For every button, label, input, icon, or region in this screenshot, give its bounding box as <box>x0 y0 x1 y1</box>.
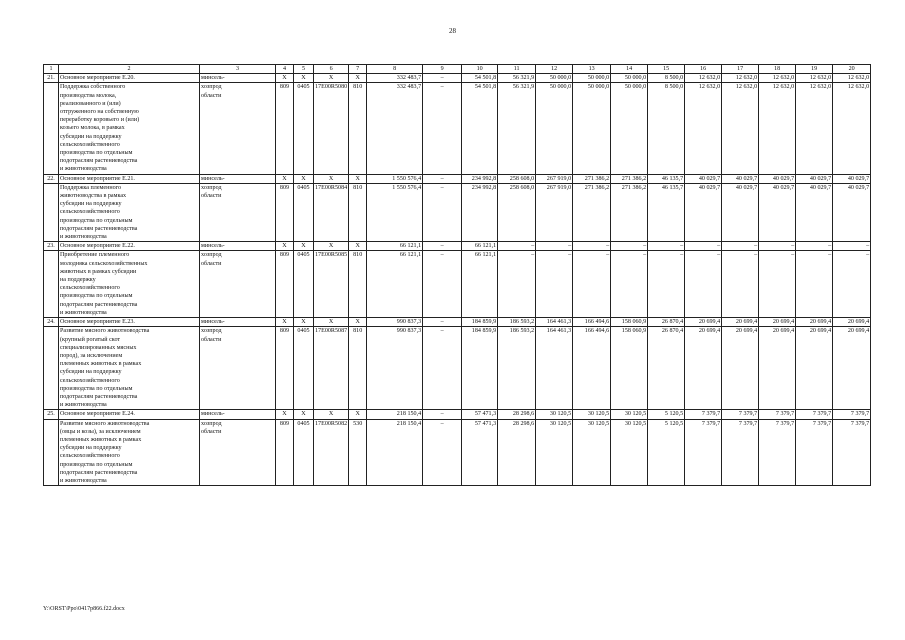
description-line: сельскохозяйственного <box>60 453 120 460</box>
code-line-cell: 17Е00R5082 <box>314 419 349 486</box>
x-line-cell: 57 471,3 <box>462 410 498 419</box>
column-number-16: 16 <box>685 65 722 74</box>
measure-row-x-line <box>44 318 871 327</box>
executor-line: области <box>201 92 222 99</box>
code-line-cell: 46 135,7 <box>648 183 685 241</box>
x-line-cell: X <box>294 410 314 419</box>
code-line-cell: – <box>722 251 759 318</box>
measure-title: Основное мероприятие Е.23. <box>59 318 200 327</box>
description-line: подотраслям растениеводства <box>60 393 138 400</box>
description-line: подотраслям растениеводства <box>60 158 138 165</box>
column-number-7: 7 <box>349 65 367 74</box>
description-line: племенных животных в рамках <box>60 436 142 443</box>
code-line-cell: 12 632,0 <box>759 83 796 174</box>
code-line-cell: 234 992,8 <box>462 183 498 241</box>
measure-row-x-line <box>44 74 871 83</box>
x-line-cell: 7 379,7 <box>796 410 833 419</box>
x-line-cell: 40 029,7 <box>759 174 796 183</box>
x-line-cell: 234 992,8 <box>462 174 498 183</box>
description-line: и животноводства <box>60 234 107 241</box>
code-line-cell: 20 699,4 <box>796 327 833 410</box>
executor-line-1: минсель- <box>200 410 276 419</box>
column-number-11: 11 <box>498 65 536 74</box>
x-line-cell: 40 029,7 <box>833 174 871 183</box>
description-line: (крупный рогатый скот <box>60 336 121 343</box>
description-line: субсидии на поддержку <box>60 201 122 208</box>
description-line: и животноводства <box>60 309 107 316</box>
executor-line: области <box>201 336 222 343</box>
x-line-cell: 7 379,7 <box>685 410 722 419</box>
x-line-cell: 7 379,7 <box>759 410 796 419</box>
description-line: производства по отдельным <box>60 150 133 157</box>
code-line-cell: 30 120,5 <box>573 419 611 486</box>
code-line-cell: 12 632,0 <box>833 83 871 174</box>
measure-row-code-line <box>44 183 871 241</box>
description-line: отгруженного на собственную <box>60 109 139 116</box>
measure-description <box>59 251 200 318</box>
code-line-cell: 184 859,9 <box>462 327 498 410</box>
code-line-cell: 258 608,0 <box>498 183 536 241</box>
x-line-cell: 271 386,2 <box>573 174 611 183</box>
x-line-cell: 20 699,4 <box>833 318 871 327</box>
code-line-cell: – <box>833 251 871 318</box>
description-line: Развитие мясного животноводства <box>60 420 150 427</box>
measure-title: Основное мероприятие Е.21. <box>59 174 200 183</box>
executor-line-1: минсель- <box>200 174 276 183</box>
code-line-cell: 332 483,7 <box>367 83 423 174</box>
x-line-cell: 7 379,7 <box>722 410 759 419</box>
description-line: молодняка сельскохозяйственных <box>60 260 148 267</box>
executor-line: хозпрод <box>201 84 222 91</box>
x-line-cell: 30 120,5 <box>573 410 611 419</box>
measure-row-code-line <box>44 251 871 318</box>
code-line-cell: 30 120,5 <box>536 419 573 486</box>
x-line-cell: – <box>833 242 871 251</box>
x-line-cell: 50 000,0 <box>536 74 573 83</box>
description-line: животных в рамках субсидии <box>60 268 137 275</box>
x-line-cell: 12 632,0 <box>759 74 796 83</box>
row-number-blank <box>44 419 59 486</box>
code-line-cell: 186 593,2 <box>498 327 536 410</box>
measure-row-x-line <box>44 410 871 419</box>
executor <box>200 251 276 318</box>
x-line-cell: 166 494,6 <box>573 318 611 327</box>
column-number-19: 19 <box>796 65 833 74</box>
x-line-cell: X <box>276 74 294 83</box>
column-number-17: 17 <box>722 65 759 74</box>
x-line-cell: 332 483,7 <box>367 74 423 83</box>
code-line-cell: 56 321,9 <box>498 83 536 174</box>
code-line-cell: – <box>423 183 462 241</box>
measure-title: Основное мероприятие Е.20. <box>59 74 200 83</box>
description-line: пород), за исключением <box>60 352 123 359</box>
description-line: производства по отдельным <box>60 293 133 300</box>
code-line-cell: 40 029,7 <box>685 183 722 241</box>
executor-line: области <box>201 260 222 267</box>
executor-line-1: минсель- <box>200 318 276 327</box>
x-line-cell: – <box>685 242 722 251</box>
executor-line: области <box>201 428 222 435</box>
description-line: подотраслям растениеводства <box>60 225 138 232</box>
code-line-cell: – <box>423 83 462 174</box>
executor-line: хозпрод <box>201 420 222 427</box>
description-line: племенных животных в рамках <box>60 361 142 368</box>
x-line-cell: 28 298,6 <box>498 410 536 419</box>
code-line-cell: 5 120,5 <box>648 419 685 486</box>
x-line-cell: 50 000,0 <box>573 74 611 83</box>
code-line-cell: 26 870,4 <box>648 327 685 410</box>
code-line-cell: 28 298,6 <box>498 419 536 486</box>
code-line-cell: 40 029,7 <box>796 183 833 241</box>
code-line-cell: 40 029,7 <box>759 183 796 241</box>
x-line-cell: – <box>423 74 462 83</box>
column-number-8: 8 <box>367 65 423 74</box>
x-line-cell: – <box>536 242 573 251</box>
executor <box>200 327 276 410</box>
x-line-cell: 20 699,4 <box>796 318 833 327</box>
x-line-cell: 267 919,0 <box>536 174 573 183</box>
code-line-cell: – <box>648 251 685 318</box>
x-line-cell: – <box>759 242 796 251</box>
description-line: сельскохозяйственного <box>60 285 120 292</box>
x-line-cell: 26 870,4 <box>648 318 685 327</box>
x-line-cell: – <box>648 242 685 251</box>
x-line-cell: X <box>276 242 294 251</box>
row-number-blank <box>44 327 59 410</box>
description-line: субсидии на поддержку <box>60 133 122 140</box>
x-line-cell: 20 699,4 <box>685 318 722 327</box>
code-line-cell: 990 837,3 <box>367 327 423 410</box>
x-line-cell: X <box>349 242 367 251</box>
x-line-cell: – <box>796 242 833 251</box>
x-line-cell: X <box>276 410 294 419</box>
description-line: производства по отдельным <box>60 461 133 468</box>
x-line-cell: 218 150,4 <box>367 410 423 419</box>
column-number-row <box>44 65 871 74</box>
footer-file-path: Y:\ORST\Ppo\0417p866.f22.docx <box>43 606 125 612</box>
x-line-cell: – <box>611 242 648 251</box>
executor-line: хозпрод <box>201 184 222 191</box>
x-line-cell: 46 135,7 <box>648 174 685 183</box>
code-line-cell: 810 <box>349 183 367 241</box>
code-line-cell: 40 029,7 <box>833 183 871 241</box>
x-line-cell: 30 120,5 <box>611 410 648 419</box>
executor-line: области <box>201 193 222 200</box>
code-line-cell: 66 121,1 <box>462 251 498 318</box>
x-line-cell: 40 029,7 <box>722 174 759 183</box>
description-line: сельскохозяйственного <box>60 209 120 216</box>
code-line-cell: 271 386,2 <box>611 183 648 241</box>
code-line-cell: 809 <box>276 327 294 410</box>
code-line-cell: 7 379,7 <box>685 419 722 486</box>
description-line: сельскохозяйственного <box>60 377 120 384</box>
measure-row-code-line <box>44 419 871 486</box>
x-line-cell: – <box>573 242 611 251</box>
code-line-cell: 7 379,7 <box>722 419 759 486</box>
row-number-blank <box>44 183 59 241</box>
budget-table <box>43 64 871 486</box>
x-line-cell: X <box>349 318 367 327</box>
x-line-cell: – <box>722 242 759 251</box>
code-line-cell: 66 121,1 <box>367 251 423 318</box>
executor-line-1: минсель- <box>200 74 276 83</box>
executor-line: хозпрод <box>201 252 222 259</box>
x-line-cell: X <box>349 174 367 183</box>
x-line-cell: – <box>498 242 536 251</box>
code-line-cell: 12 632,0 <box>722 83 759 174</box>
column-number-2: 2 <box>59 65 200 74</box>
code-line-cell: 810 <box>349 83 367 174</box>
code-line-cell: 7 379,7 <box>833 419 871 486</box>
code-line-cell: 20 699,4 <box>722 327 759 410</box>
measure-row-code-line <box>44 327 871 410</box>
x-line-cell: X <box>349 74 367 83</box>
x-line-cell: 990 837,3 <box>367 318 423 327</box>
x-line-cell: – <box>423 410 462 419</box>
x-line-cell: – <box>423 242 462 251</box>
code-line-cell: 7 379,7 <box>796 419 833 486</box>
description-line: субсидии на поддержку <box>60 445 122 452</box>
code-line-cell: 166 494,6 <box>573 327 611 410</box>
code-line-cell: 57 471,3 <box>462 419 498 486</box>
x-line-cell: 12 632,0 <box>833 74 871 83</box>
x-line-cell: 8 500,0 <box>648 74 685 83</box>
description-line: на поддержку <box>60 277 96 284</box>
code-line-cell: 0405 <box>294 183 314 241</box>
description-line: подотраслям растениеводства <box>60 469 138 476</box>
code-line-cell: 530 <box>349 419 367 486</box>
code-line-cell: 267 919,0 <box>536 183 573 241</box>
code-line-cell: 809 <box>276 419 294 486</box>
description-line: Поддержка племенного <box>60 184 122 191</box>
code-line-cell: 50 000,0 <box>573 83 611 174</box>
column-number-10: 10 <box>462 65 498 74</box>
code-line-cell: 12 632,0 <box>796 83 833 174</box>
code-line-cell: – <box>685 251 722 318</box>
code-line-cell: 809 <box>276 83 294 174</box>
measure-description <box>59 327 200 410</box>
x-line-cell: X <box>314 242 349 251</box>
description-line: Развитие мясного животноводства <box>60 328 150 335</box>
code-line-cell: – <box>759 251 796 318</box>
x-line-cell: 186 593,2 <box>498 318 536 327</box>
x-line-cell: X <box>276 318 294 327</box>
description-line: производства по отдельным <box>60 385 133 392</box>
column-number-6: 6 <box>314 65 349 74</box>
column-number-12: 12 <box>536 65 573 74</box>
code-line-cell: 158 060,9 <box>611 327 648 410</box>
row-number: 23. <box>44 242 59 251</box>
x-line-cell: 158 060,9 <box>611 318 648 327</box>
code-line-cell: 0405 <box>294 419 314 486</box>
code-line-cell: 0405 <box>294 327 314 410</box>
measure-title: Основное мероприятие Е.22. <box>59 242 200 251</box>
description-line: сельскохозяйственного <box>60 141 120 148</box>
code-line-cell: 54 501,8 <box>462 83 498 174</box>
x-line-cell: X <box>294 174 314 183</box>
code-line-cell: – <box>611 251 648 318</box>
description-line: производства по отдельным <box>60 217 133 224</box>
x-line-cell: 40 029,7 <box>796 174 833 183</box>
description-line: производства молока, <box>60 92 117 99</box>
x-line-cell: X <box>276 174 294 183</box>
code-line-cell: 809 <box>276 183 294 241</box>
description-line: переработку коровьего и (или) <box>60 117 140 124</box>
code-line-cell: 164 461,3 <box>536 327 573 410</box>
row-number: 24. <box>44 318 59 327</box>
x-line-cell: 12 632,0 <box>796 74 833 83</box>
measure-title: Основное мероприятие Е.24. <box>59 410 200 419</box>
code-line-cell: – <box>498 251 536 318</box>
x-line-cell: X <box>314 174 349 183</box>
x-line-cell: 66 121,1 <box>367 242 423 251</box>
code-line-cell: – <box>423 251 462 318</box>
x-line-cell: 56 321,9 <box>498 74 536 83</box>
measure-row-x-line <box>44 174 871 183</box>
column-number-9: 9 <box>423 65 462 74</box>
x-line-cell: 50 000,0 <box>611 74 648 83</box>
measure-description <box>59 419 200 486</box>
code-line-cell: 30 120,5 <box>611 419 648 486</box>
code-line-cell: 8 500,0 <box>648 83 685 174</box>
code-line-cell: 17Е00R5087 <box>314 327 349 410</box>
code-line-cell: – <box>423 419 462 486</box>
code-line-cell: 20 699,4 <box>685 327 722 410</box>
description-line: Приобретение племенного <box>60 252 130 259</box>
x-line-cell: X <box>294 74 314 83</box>
x-line-cell: 1 550 576,4 <box>367 174 423 183</box>
code-line-cell: 810 <box>349 251 367 318</box>
code-line-cell: – <box>423 327 462 410</box>
executor-line-1: минсель- <box>200 242 276 251</box>
description-line: реализованного и (или) <box>60 100 121 107</box>
column-number-4: 4 <box>276 65 294 74</box>
column-number-14: 14 <box>611 65 648 74</box>
code-line-cell: – <box>536 251 573 318</box>
executor <box>200 83 276 174</box>
x-line-cell: 20 699,4 <box>759 318 796 327</box>
row-number-blank <box>44 251 59 318</box>
code-line-cell: 12 632,0 <box>685 83 722 174</box>
executor <box>200 183 276 241</box>
row-number: 22. <box>44 174 59 183</box>
code-line-cell: 50 000,0 <box>611 83 648 174</box>
x-line-cell: X <box>314 410 349 419</box>
executor-line: хозпрод <box>201 328 222 335</box>
x-line-cell: X <box>349 410 367 419</box>
x-line-cell: 12 632,0 <box>685 74 722 83</box>
x-line-cell: – <box>423 318 462 327</box>
column-number-18: 18 <box>759 65 796 74</box>
x-line-cell: 54 501,8 <box>462 74 498 83</box>
measure-row-x-line <box>44 242 871 251</box>
code-line-cell: 7 379,7 <box>759 419 796 486</box>
description-line: (овцы и козы), за исключением <box>60 428 141 435</box>
description-line: Поддержка собственного <box>60 84 126 91</box>
measure-description <box>59 183 200 241</box>
x-line-cell: X <box>294 242 314 251</box>
description-line: и животноводства <box>60 402 107 409</box>
code-line-cell: 1 550 576,4 <box>367 183 423 241</box>
column-number-5: 5 <box>294 65 314 74</box>
x-line-cell: 66 121,1 <box>462 242 498 251</box>
row-number: 25. <box>44 410 59 419</box>
description-line: подотраслям растениеводства <box>60 301 138 308</box>
code-line-cell: 809 <box>276 251 294 318</box>
code-line-cell: 218 150,4 <box>367 419 423 486</box>
measure-description <box>59 83 200 174</box>
column-number-3: 3 <box>200 65 276 74</box>
description-line: и животноводства <box>60 166 107 173</box>
column-number-1: 1 <box>44 65 59 74</box>
row-number-blank <box>44 83 59 174</box>
executor <box>200 419 276 486</box>
code-line-cell: 20 699,4 <box>759 327 796 410</box>
description-line: субсидии на поддержку <box>60 369 122 376</box>
x-line-cell: 40 029,7 <box>685 174 722 183</box>
x-line-cell: 20 699,4 <box>722 318 759 327</box>
x-line-cell: 258 608,0 <box>498 174 536 183</box>
x-line-cell: 30 120,5 <box>536 410 573 419</box>
row-number: 21. <box>44 74 59 83</box>
page-number: 28 <box>449 27 456 35</box>
x-line-cell: – <box>423 174 462 183</box>
description-line: козьего молока, в рамках <box>60 125 125 132</box>
description-line: животноводства в рамках <box>60 193 127 200</box>
code-line-cell: 17Е00R5080 <box>314 83 349 174</box>
measure-row-code-line <box>44 83 871 174</box>
code-line-cell: 0405 <box>294 83 314 174</box>
code-line-cell: 271 386,2 <box>573 183 611 241</box>
code-line-cell: 0405 <box>294 251 314 318</box>
x-line-cell: 164 461,3 <box>536 318 573 327</box>
column-number-20: 20 <box>833 65 871 74</box>
code-line-cell: – <box>573 251 611 318</box>
description-line: специализированных мясных <box>60 344 137 351</box>
code-line-cell: 810 <box>349 327 367 410</box>
code-line-cell: 17Е00R5085 <box>314 251 349 318</box>
code-line-cell: 17Е00R5084 <box>314 183 349 241</box>
column-number-15: 15 <box>648 65 685 74</box>
description-line: и животноводства <box>60 477 107 484</box>
x-line-cell: X <box>314 74 349 83</box>
column-number-13: 13 <box>573 65 611 74</box>
x-line-cell: 5 120,5 <box>648 410 685 419</box>
x-line-cell: 184 859,9 <box>462 318 498 327</box>
x-line-cell: 271 386,2 <box>611 174 648 183</box>
code-line-cell: 40 029,7 <box>722 183 759 241</box>
x-line-cell: 7 379,7 <box>833 410 871 419</box>
code-line-cell: 20 699,4 <box>833 327 871 410</box>
code-line-cell: – <box>796 251 833 318</box>
x-line-cell: X <box>314 318 349 327</box>
x-line-cell: X <box>294 318 314 327</box>
x-line-cell: 12 632,0 <box>722 74 759 83</box>
code-line-cell: 50 000,0 <box>536 83 573 174</box>
